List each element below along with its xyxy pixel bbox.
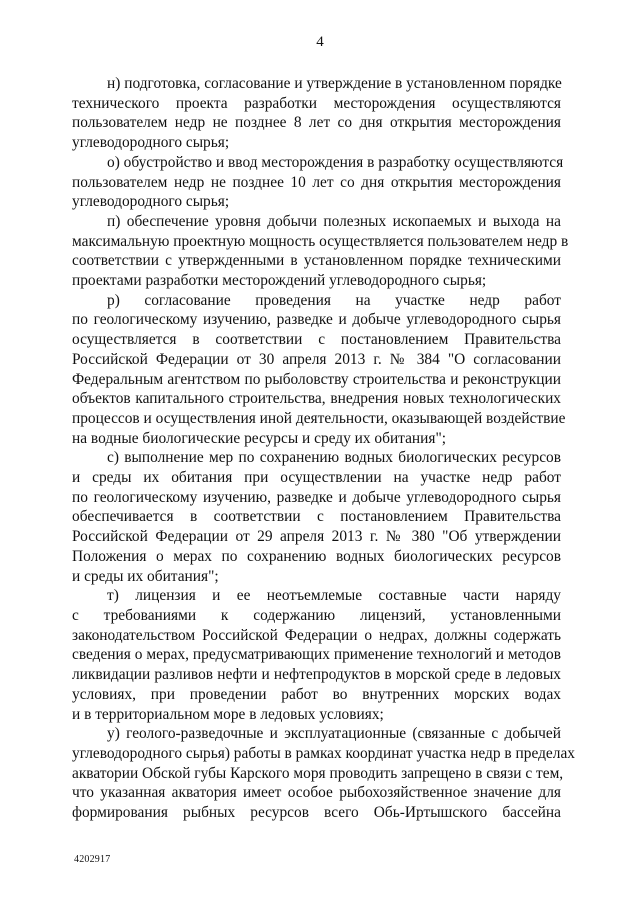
paragraph-line: процессов и осуществления иной деятельности, оказывающей воздействие	[72, 409, 566, 427]
paragraph	[72, 153, 564, 212]
paragraph	[72, 74, 561, 153]
paragraph-line: технического проекта разработки месторождения осуществляются	[72, 94, 561, 112]
paragraph-line: условиях, при проведении работ во внутренних морских водах	[72, 685, 561, 703]
paragraph-line: максимальную проектную мощность осуществляется пользователем недр в	[72, 232, 569, 250]
paragraph-line: с требованиями к содержанию лицензий, установленными	[72, 606, 561, 624]
page-number: 4	[316, 34, 324, 50]
paragraph-line: н) подготовка, согласование и утверждение в установленном порядке	[107, 75, 562, 92]
paragraph-line: Российской Федерации от 29 апреля 2013 г. № 380 "Об утверждении	[72, 528, 561, 546]
paragraph-line: с) выполнение мер по сохранению водных биологических ресурсов	[107, 449, 561, 467]
paragraph-line: и среды их обитания";	[72, 567, 219, 585]
paragraph-line: акватории Обской губы Карского моря проводить запрещено в связи с тем,	[72, 764, 564, 782]
paragraph-line: пользователем недр не позднее 10 лет со дня открытия месторождения	[72, 173, 561, 191]
paragraph-line: углеводородного сырья;	[72, 193, 230, 211]
paragraph	[72, 724, 575, 823]
paragraph-line: обеспечивается в соответствии с постановлением Правительства	[72, 508, 561, 526]
paragraph-line: на водные биологические ресурсы и среду их обитания";	[72, 429, 447, 447]
paragraph-line: осуществляется в соответствии с постановлением Правительства	[72, 331, 561, 349]
paragraph-line: законодательством Российской Федерации о недрах, должны содержать	[72, 626, 561, 644]
document-code: 4202917	[74, 854, 111, 865]
paragraph-line: р) согласование проведения на участке недр работ	[107, 291, 561, 309]
paragraph-line: по геологическому изучению, разведке и добыче углеводородного сырья	[72, 488, 561, 506]
paragraph-line: у) геолого-разведочные и эксплуатационные (связанные с добычей	[107, 725, 561, 743]
paragraph-line: по геологическому изучению, разведке и добыче углеводородного сырья	[72, 311, 561, 329]
paragraph-line: т) лицензия и ее неотъемлемые составные части наряду	[107, 587, 561, 605]
paragraph-line: Положения о мерах по сохранению водных биологических ресурсов	[72, 547, 561, 565]
paragraph-line: и в территориальном море в ледовых условиях;	[72, 705, 384, 723]
document-body	[72, 74, 575, 823]
paragraph-line: углеводородного сырья) работы в рамках координат участка недр в пределах	[72, 744, 575, 762]
paragraph-line: о) обустройство и ввод месторождения в разработку осуществляются	[107, 153, 564, 171]
paragraph-line: проектами разработки месторождений углеводородного сырья;	[72, 272, 487, 290]
paragraph-line: пользователем недр не позднее 8 лет со дня открытия месторождения	[72, 114, 561, 132]
paragraph-line: соответствии с утвержденными в установленном порядке техническими	[72, 252, 561, 270]
paragraph-line: Федеральным агентством по рыболовству строительства и реконструкции	[72, 370, 561, 388]
paragraph-line: формирования рыбных ресурсов всего Обь-Иртышского бассейна	[72, 804, 561, 822]
paragraph	[72, 212, 569, 291]
paragraph	[72, 291, 566, 449]
paragraph-line: ликвидации разливов нефти и нефтепродуктов в морской среде в ледовых	[72, 666, 561, 684]
paragraph-line: объектов капитального строительства, внедрения новых технологических	[72, 390, 561, 408]
paragraph-line: и среды их обитания при осуществлении на участке недр работ	[72, 469, 561, 487]
paragraph-line: сведения о мерах, предусматривающих применение технологий и методов	[72, 646, 561, 664]
paragraph-line: углеводородного сырья;	[72, 134, 230, 152]
paragraph-line: п) обеспечение уровня добычи полезных ископаемых и выхода на	[107, 212, 561, 230]
paragraph-line: что указанная акватория имеет особое рыбохозяйственное значение для	[72, 784, 561, 802]
paragraph	[72, 586, 561, 724]
paragraph	[72, 448, 561, 586]
paragraph-line: Российской Федерации от 30 апреля 2013 г. № 384 "О согласовании	[72, 350, 561, 368]
